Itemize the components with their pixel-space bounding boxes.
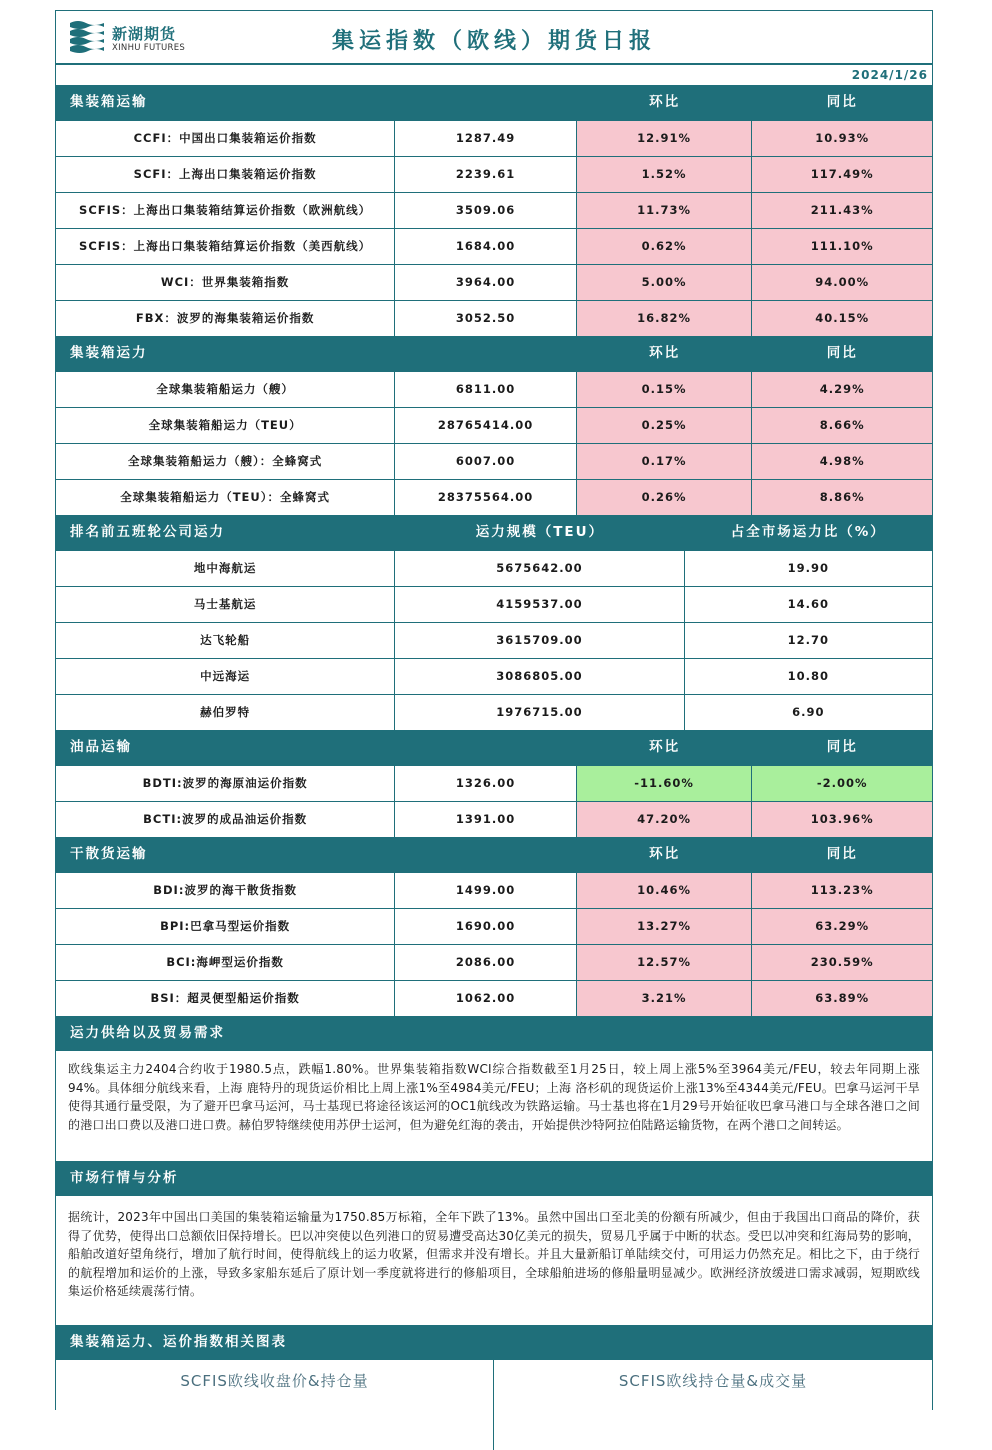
row-name: SCFI：上海出口集装箱运价指数 [56, 157, 395, 192]
carrier-share: 12.70 [787, 633, 829, 647]
row-mom: 13.27% [577, 909, 753, 944]
section-title: 油品运输 [70, 739, 132, 755]
row-value: 3509.06 [395, 193, 577, 228]
col-mom: 环比 [649, 739, 681, 755]
dry-bulk-header [56, 837, 932, 872]
row-yoy: 211.43% [752, 193, 932, 228]
table-row [56, 801, 932, 837]
carrier-name: 中远海运 [56, 659, 395, 694]
chart-right [494, 1360, 932, 1450]
row-value: 3052.50 [395, 301, 577, 336]
row-yoy: 8.86% [752, 480, 932, 515]
charts-row [56, 1360, 932, 1450]
row-mom: 11.73% [577, 193, 753, 228]
row-value: 1326.00 [395, 766, 577, 801]
col-yoy: 同比 [826, 846, 858, 862]
carrier-teu: 4159537.00 [395, 587, 684, 622]
row-value: 1684.00 [395, 229, 577, 264]
row-name: BDTI:波罗的海原油运价指数 [56, 766, 395, 801]
row-value: 1287.49 [395, 121, 577, 156]
logo-chinese-name: 新湖期货 [112, 25, 177, 43]
supply-demand-header: 运力供给以及贸易需求 [56, 1016, 932, 1051]
row-mom: 0.26% [577, 480, 753, 515]
section-title: 干散货运输 [70, 846, 148, 862]
col-yoy: 同比 [826, 94, 858, 110]
row-name: BPI:巴拿马型运价指数 [56, 909, 395, 944]
oil-transport-table [56, 765, 932, 837]
chart-left-title: SCFIS欧线收盘价&持仓量 [180, 1372, 369, 1390]
container-freight-table [56, 120, 932, 336]
table-row [56, 872, 932, 908]
row-value: 3964.00 [395, 265, 577, 300]
row-name: 全球集装箱船运力（TEU）：全蜂窝式 [56, 480, 395, 515]
row-yoy: 40.15% [752, 301, 932, 336]
row-yoy: 111.10% [752, 229, 932, 264]
table-row [56, 622, 932, 658]
table-row [56, 443, 932, 479]
row-mom: 12.91% [577, 121, 753, 156]
row-yoy: 230.59% [752, 945, 932, 980]
table-row [56, 694, 932, 730]
row-yoy: 4.29% [752, 372, 932, 407]
row-mom: -11.60% [577, 766, 753, 801]
row-name: BCTI:波罗的成品油运价指数 [56, 802, 395, 837]
row-yoy: 113.23% [752, 873, 932, 908]
row-mom: 0.25% [577, 408, 753, 443]
row-yoy: 8.66% [752, 408, 932, 443]
section-title: 排名前五班轮公司运力 [70, 524, 225, 540]
row-mom: 0.62% [577, 229, 753, 264]
carrier-teu: 1976715.00 [395, 695, 684, 730]
market-analysis-header: 市场行情与分析 [56, 1161, 932, 1196]
table-row [56, 371, 932, 407]
container-capacity-table [56, 371, 932, 515]
row-name: WCI：世界集装箱指数 [56, 265, 395, 300]
table-row [56, 300, 932, 336]
row-name: CCFI：中国出口集装箱运价指数 [56, 121, 395, 156]
table-row [56, 765, 932, 801]
row-mom: 12.57% [577, 945, 753, 980]
row-yoy: 63.29% [752, 909, 932, 944]
row-value: 28765414.00 [395, 408, 577, 443]
table-row [56, 228, 932, 264]
row-yoy: 63.89% [752, 981, 932, 1016]
table-row [56, 192, 932, 228]
report-page [55, 10, 933, 1410]
carrier-share: 14.60 [787, 597, 829, 611]
table-row [56, 944, 932, 980]
table-row [56, 908, 932, 944]
row-name: BSI：超灵便型船运价指数 [56, 981, 395, 1016]
row-yoy: 94.00% [752, 265, 932, 300]
row-name: SCFIS：上海出口集装箱结算运价指数（美西航线） [56, 229, 395, 264]
carrier-share: 19.90 [787, 561, 829, 575]
carrier-name: 赫伯罗特 [56, 695, 395, 730]
row-mom: 10.46% [577, 873, 753, 908]
row-value: 1499.00 [395, 873, 577, 908]
logo-english-name: XINHU FUTURES [112, 43, 186, 53]
market-analysis-text: 据统计，2023年中国出口美国的集装箱运输量为1750.85万标箱，全年下跌了13%。虽然中国出口至北美的份额有所减少，但由于我国出口商品的降价，获得了优势，使得出口总额依旧保持增长。巴以冲突使以色列港口的贸易遭受高达30亿美元的损失，贸易几乎属于中断的状态。受巴以冲突和红海局势的影响，船舶改道好望角绕行，增加了航行时间，使得航线上的运力收紧，但需求并没有增长。并且大量新船订单陆续交付，可用运力仍然充足。相比之下，由于绕行的航程增加和运价的上涨，导致多家船东延后了原计划一季度就将进行的修船项目，全球船舶进场的修船量明显减少。欧洲经济放缓进口需求减弱，短期欧线集运价格延续震荡行情。 [68, 1210, 920, 1298]
table-row [56, 658, 932, 694]
row-mom: 0.17% [577, 444, 753, 479]
top5-carriers-header [56, 515, 932, 550]
col-mom: 环比 [649, 846, 681, 862]
report-header [56, 11, 932, 65]
row-mom: 1.52% [577, 157, 753, 192]
row-mom: 16.82% [577, 301, 753, 336]
row-name: BCI:海岬型运价指数 [56, 945, 395, 980]
table-row [56, 264, 932, 300]
row-value: 2239.61 [395, 157, 577, 192]
carrier-share: 6.90 [792, 705, 825, 719]
row-mom: 5.00% [577, 265, 753, 300]
table-row [56, 407, 932, 443]
row-mom: 47.20% [577, 802, 753, 837]
row-name: FBX：波罗的海集装箱运价指数 [56, 301, 395, 336]
oil-transport-header [56, 730, 932, 765]
chart-left [56, 1360, 494, 1450]
section-title: 集装箱运力 [70, 345, 148, 361]
chart-right-title: SCFIS欧线持仓量&成交量 [618, 1372, 808, 1390]
container-capacity-header [56, 336, 932, 371]
row-yoy: 117.49% [752, 157, 932, 192]
report-title: 集运指数（欧线）期货日报 [331, 28, 656, 54]
carrier-name: 地中海航运 [56, 551, 395, 586]
carrier-name: 达飞轮船 [56, 623, 395, 658]
row-value: 2086.00 [395, 945, 577, 980]
container-freight-header [56, 85, 932, 120]
table-row [56, 479, 932, 515]
row-value: 1391.00 [395, 802, 577, 837]
row-name: SCFIS：上海出口集装箱结算运价指数（欧洲航线） [56, 193, 395, 228]
charts-section-header: 集装箱运力、运价指数相关图表 [56, 1325, 932, 1360]
row-yoy: -2.00% [752, 766, 932, 801]
carrier-name: 马士基航运 [56, 587, 395, 622]
col-yoy: 同比 [826, 739, 858, 755]
row-mom: 3.21% [577, 981, 753, 1016]
table-row [56, 550, 932, 586]
col-yoy: 同比 [826, 345, 858, 361]
row-value: 1690.00 [395, 909, 577, 944]
table-row [56, 156, 932, 192]
row-name: BDI:波罗的海干散货指数 [56, 873, 395, 908]
report-date: 2024/1/26 [851, 68, 928, 82]
row-yoy: 10.93% [752, 121, 932, 156]
carrier-share: 10.80 [787, 669, 829, 683]
table-row [56, 120, 932, 156]
carrier-teu: 3615709.00 [395, 623, 684, 658]
col-mom: 环比 [649, 345, 681, 361]
table-row [56, 586, 932, 622]
col-teu: 运力规模（TEU） [475, 524, 605, 540]
row-value: 28375564.00 [395, 480, 577, 515]
top5-carriers-table [56, 550, 932, 730]
row-name: 全球集装箱船运力（艘）：全蜂窝式 [56, 444, 395, 479]
col-share: 占全市场运力比（%） [730, 524, 886, 540]
carrier-teu: 3086805.00 [395, 659, 684, 694]
row-value: 6811.00 [395, 372, 577, 407]
row-value: 1062.00 [395, 981, 577, 1016]
row-yoy: 103.96% [752, 802, 932, 837]
dry-bulk-table [56, 872, 932, 1016]
carrier-teu: 5675642.00 [395, 551, 684, 586]
row-name: 全球集装箱船运力（TEU） [56, 408, 395, 443]
section-title: 集装箱运输 [70, 94, 148, 110]
row-yoy: 4.98% [752, 444, 932, 479]
col-mom: 环比 [649, 94, 681, 110]
row-value: 6007.00 [395, 444, 577, 479]
supply-demand-text: 欧线集运主力2404合约收于1980.5点，跌幅1.80%。世界集装箱指数WCI综合指数截至1月25日，较上周上涨5%至3964美元/FEU，较去年同期上涨94%。具体细分航线来看，上海 鹿特丹的现货运价相比上周上涨1%至4984美元/FEU；上海 洛杉矶的现货运价上涨13%至4344美元/FEU。巴拿马运河干旱使得其通行量受限，为了避开巴拿马运河，马士基现已将途径该运河的OC1航线改为铁路运输。马士基也将在1月29号开始征收巴拿马港口与全球各港口之间的港口出口费以及港口进口费。赫伯罗特继续使用苏伊士运河，但为避免红海的袭击，开始提供沙特阿拉伯陆路运输货物，在两个港口之间转运。 [68, 1062, 920, 1132]
row-mom: 0.15% [577, 372, 753, 407]
row-name: 全球集装箱船运力（艘） [56, 372, 395, 407]
table-row [56, 980, 932, 1016]
